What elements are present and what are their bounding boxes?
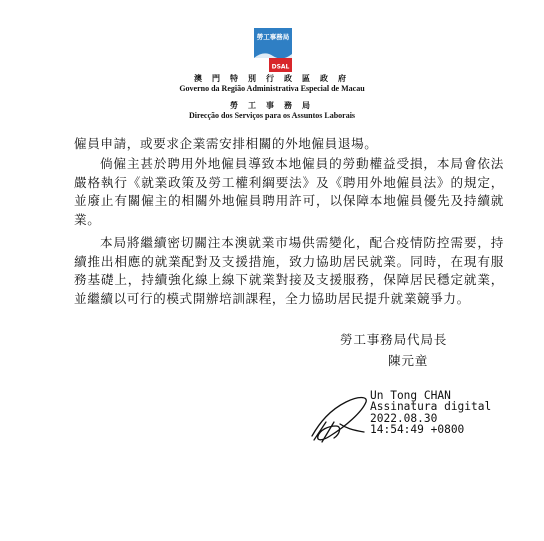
digital-signature-label: Assinatura digital bbox=[370, 400, 492, 414]
paragraph-employment-support: 本局將繼續密切關注本澳就業市場供需變化，配合疫情防控需要，持續推出相應的就業配對及支援措施，致力協助居民就業。同時，在現有服務基礎上，持續強化線上線下就業對接及支援服務，保障居民穩定就業，並繼續以可行的模式開辦培訓課程，全力協助居民提升就業競爭力。 bbox=[74, 235, 504, 306]
government-name-portuguese: Governo da Região Administrativa Especial de Macau bbox=[179, 84, 365, 93]
digital-signature-signer: Un Tong CHAN bbox=[370, 389, 451, 402]
signatory-title: 勞工事務局代局長 bbox=[340, 332, 448, 347]
digital-signature-time: 14:54:49 +0800 bbox=[370, 422, 465, 436]
handwritten-signature bbox=[306, 392, 372, 444]
signatory-name: 陳元童 bbox=[388, 353, 429, 368]
dsal-logo bbox=[254, 28, 292, 72]
digital-signature-date: 2022.08.30 bbox=[370, 411, 438, 425]
digital-signature-block bbox=[370, 390, 491, 435]
logo-abbr: DSAL bbox=[271, 63, 290, 71]
bureau-name-portuguese: Direcção dos Serviços para os Assuntos Laborais bbox=[188, 111, 356, 120]
bureau-name-chinese: 勞 工 事 務 局 bbox=[230, 101, 314, 110]
logo-text: 勞工事務局 bbox=[256, 33, 290, 41]
government-name-chinese: 澳 門 特 別 行 政 區 政 府 bbox=[194, 74, 350, 83]
paragraph-enforcement: 倘僱主甚於聘用外地僱員導致本地僱員的勞動權益受損，本局會依法嚴格執行《就業政策及勞工權利綱要法》及《聘用外地僱員法》的規定，並廢止有關僱主的相關外地僱員聘用許可，以保障本地僱員優先及持續就業。 bbox=[74, 156, 504, 227]
paragraph-continuation: 僱員申請，或要求企業需安排相關的外地僱員退場。 bbox=[74, 136, 378, 151]
